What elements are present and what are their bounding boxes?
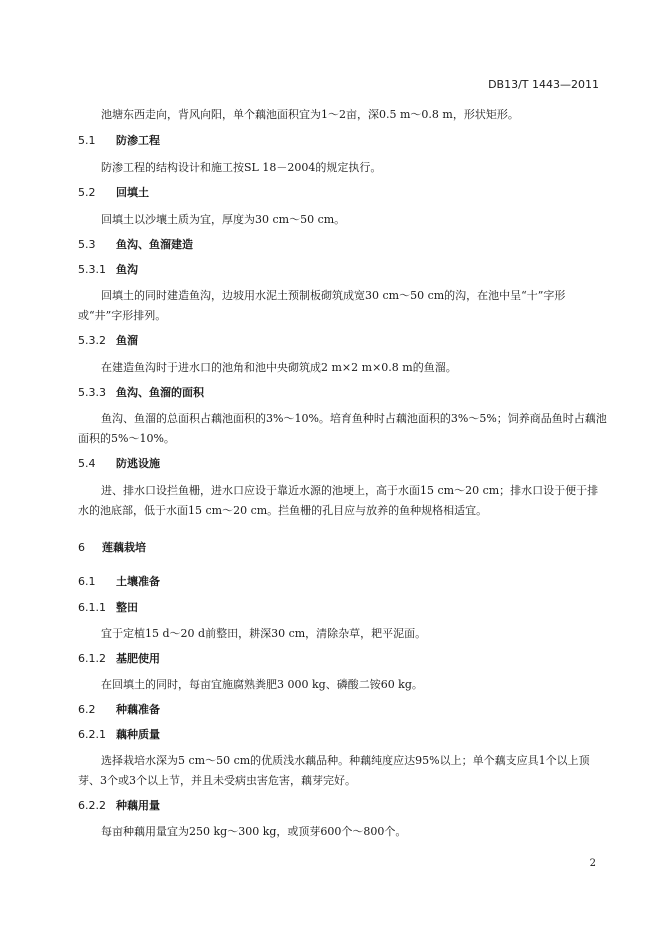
section-number: 5.3.2: [78, 334, 106, 347]
document-code-header: DB13/T 1443—2011: [488, 78, 599, 91]
section-heading: [78, 574, 608, 590]
section-number: 6.1.2: [78, 652, 106, 665]
section-number: 5.3.1: [78, 263, 106, 276]
section-number: 6.1.1: [78, 601, 106, 614]
subsection-heading: [78, 262, 608, 278]
section-title: 鱼沟、鱼溜的面积: [116, 386, 204, 399]
section-heading: [78, 456, 608, 472]
section-number: 5.3: [78, 238, 96, 251]
paragraph: 宜于定植15 d～20 d前整田，耕深30 cm，清除杂草，耙平泥面。: [101, 627, 427, 640]
paragraph: 回填土的同时建造鱼沟，边坡用水泥土预制板砌筑成宽30 cm～50 cm的沟，在池中呈“十”字形或“井”字形排列。: [78, 289, 566, 322]
paragraph: 进、排水口设拦鱼栅，进水口应设于靠近水源的池埂上，高于水面15 cm～20 cm；排水口设于便于排水的池底部，低于水面15 cm～20 cm。拦鱼栅的孔目应与放养的鱼种规格相适宜。: [78, 484, 599, 517]
section-title: 回填土: [116, 186, 149, 199]
section-heading: [78, 133, 608, 149]
subsection-heading: [78, 385, 608, 401]
section-number: 6.1: [78, 575, 96, 588]
section-title: 防渗工程: [116, 134, 160, 147]
section-title: 种藕用量: [116, 799, 160, 812]
section-number: 5.1: [78, 134, 96, 147]
section-heading: [78, 702, 608, 718]
section-number: 6.2: [78, 703, 96, 716]
subsection-heading: [78, 727, 608, 743]
chapter-heading: [78, 540, 608, 556]
section-title: 鱼溜: [116, 334, 138, 347]
section-number: 5.2: [78, 186, 96, 199]
document-body: [78, 105, 608, 842]
section-title: 防逃设施: [116, 457, 160, 470]
section-number: 6.2.2: [78, 799, 106, 812]
paragraph: 每亩种藕用量宜为250 kg～300 kg，或顶芽600个～800个。: [101, 825, 407, 838]
page-number: 2: [589, 858, 596, 869]
subsection-heading: [78, 600, 608, 616]
paragraph: 在建造鱼沟时于进水口的池角和池中央砌筑成2 m×2 m×0.8 m的鱼溜。: [101, 361, 457, 374]
paragraph: 防渗工程的结构设计和施工按SL 18－2004的规定执行。: [101, 161, 382, 174]
section-number: 5.3.3: [78, 386, 106, 399]
subsection-heading: [78, 333, 608, 349]
section-title: 土壤准备: [116, 575, 160, 588]
section-title: 整田: [116, 601, 138, 614]
section-title: 鱼沟、鱼溜建造: [116, 238, 193, 251]
section-number: 6.2.1: [78, 728, 106, 741]
paragraph: 鱼沟、鱼溜的总面积占藕池面积的3%～10%。培育鱼种时占藕池面积的3%～5%；饲养商品鱼时占藕池面积的5%～10%。: [78, 412, 607, 445]
section-title: 藕种质量: [116, 728, 160, 741]
paragraph: 回填土以沙壤土质为宜，厚度为30 cm～50 cm。: [101, 213, 346, 226]
paragraph: 池塘东西走向，背风向阳，单个藕池面积宜为1～2亩，深0.5 m～0.8 m，形状矩形。: [101, 108, 519, 121]
paragraph: 在回填土的同时，每亩宜施腐熟粪肥3 000 kg、磷酸二铵60 kg。: [101, 678, 423, 691]
section-heading: [78, 185, 608, 201]
paragraph: 选择栽培水深为5 cm～50 cm的优质浅水藕品种。种藕纯度应达95%以上；单个藕支应具1个以上顶芽、3个或3个以上节，并且未受病虫害危害，藕芽完好。: [78, 754, 590, 787]
section-title: 鱼沟: [116, 263, 138, 276]
section-number: 5.4: [78, 457, 96, 470]
subsection-heading: [78, 651, 608, 667]
subsection-heading: [78, 798, 608, 814]
section-heading: [78, 237, 608, 253]
section-title: 种藕准备: [116, 703, 160, 716]
chapter-number: 6: [78, 541, 85, 554]
chapter-title: 莲藕栽培: [102, 541, 146, 554]
section-title: 基肥使用: [116, 652, 160, 665]
